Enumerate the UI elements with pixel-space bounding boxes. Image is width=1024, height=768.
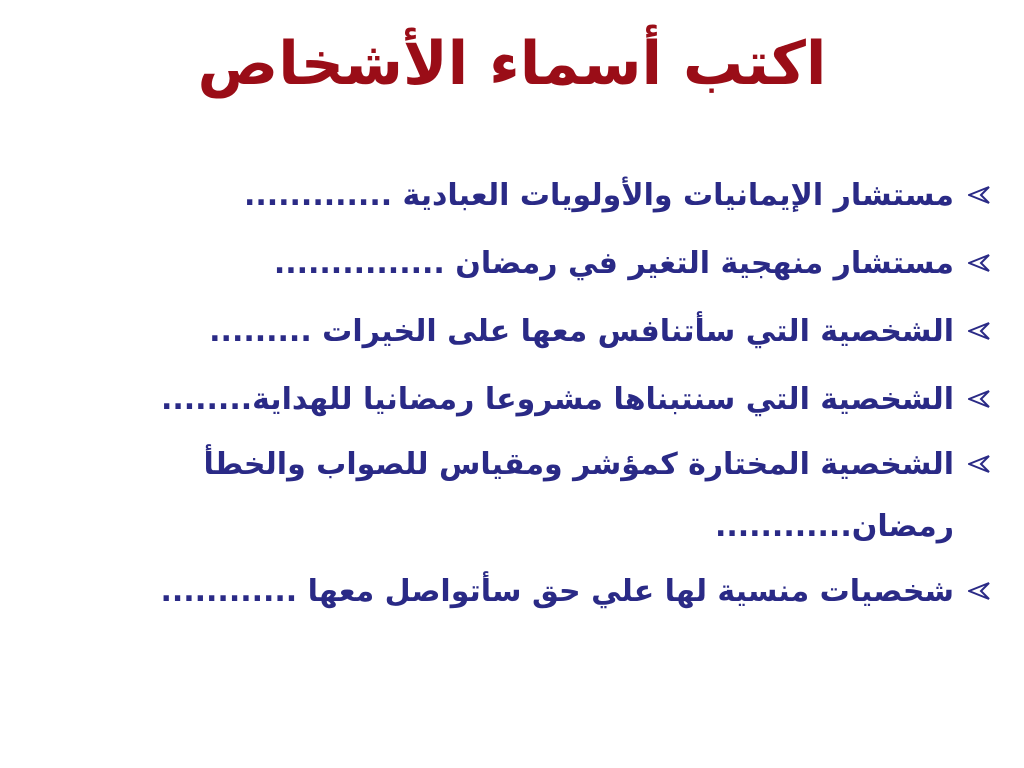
list-item-text: الشخصية المختارة كمؤشر ومقياس للصواب والخطأ رمضان............ [203, 447, 954, 544]
bullet-list [34, 162, 994, 626]
list-item-text: مستشار الإيمانيات والأولويات العبادية ............. [243, 178, 954, 213]
list-item [34, 162, 994, 230]
list-item [34, 558, 994, 626]
slide-title: اكتب أسماء الأشخاص [197, 29, 827, 99]
list-item [34, 434, 994, 558]
list-item-text: الشخصية التي سنتبناها مشروعا رمضانيا للهداية........ [160, 382, 954, 417]
list-item [34, 230, 994, 298]
arrowhead-bullet-icon [964, 162, 994, 230]
list-item [34, 366, 994, 434]
list-item-text: الشخصية التي سأتنافس معها على الخيرات ......... [209, 314, 954, 349]
list-item-text: مستشار منهجية التغير في رمضان ............... [273, 246, 954, 281]
arrowhead-bullet-icon [964, 298, 994, 366]
arrowhead-bullet-icon [964, 230, 994, 298]
arrowhead-bullet-icon [964, 366, 994, 434]
list-item [34, 298, 994, 366]
list-item-text: شخصيات منسية لها علي حق سأتواصل معها ............ [160, 574, 954, 609]
arrowhead-bullet-icon [964, 558, 994, 626]
arrowhead-bullet-icon [964, 434, 994, 496]
